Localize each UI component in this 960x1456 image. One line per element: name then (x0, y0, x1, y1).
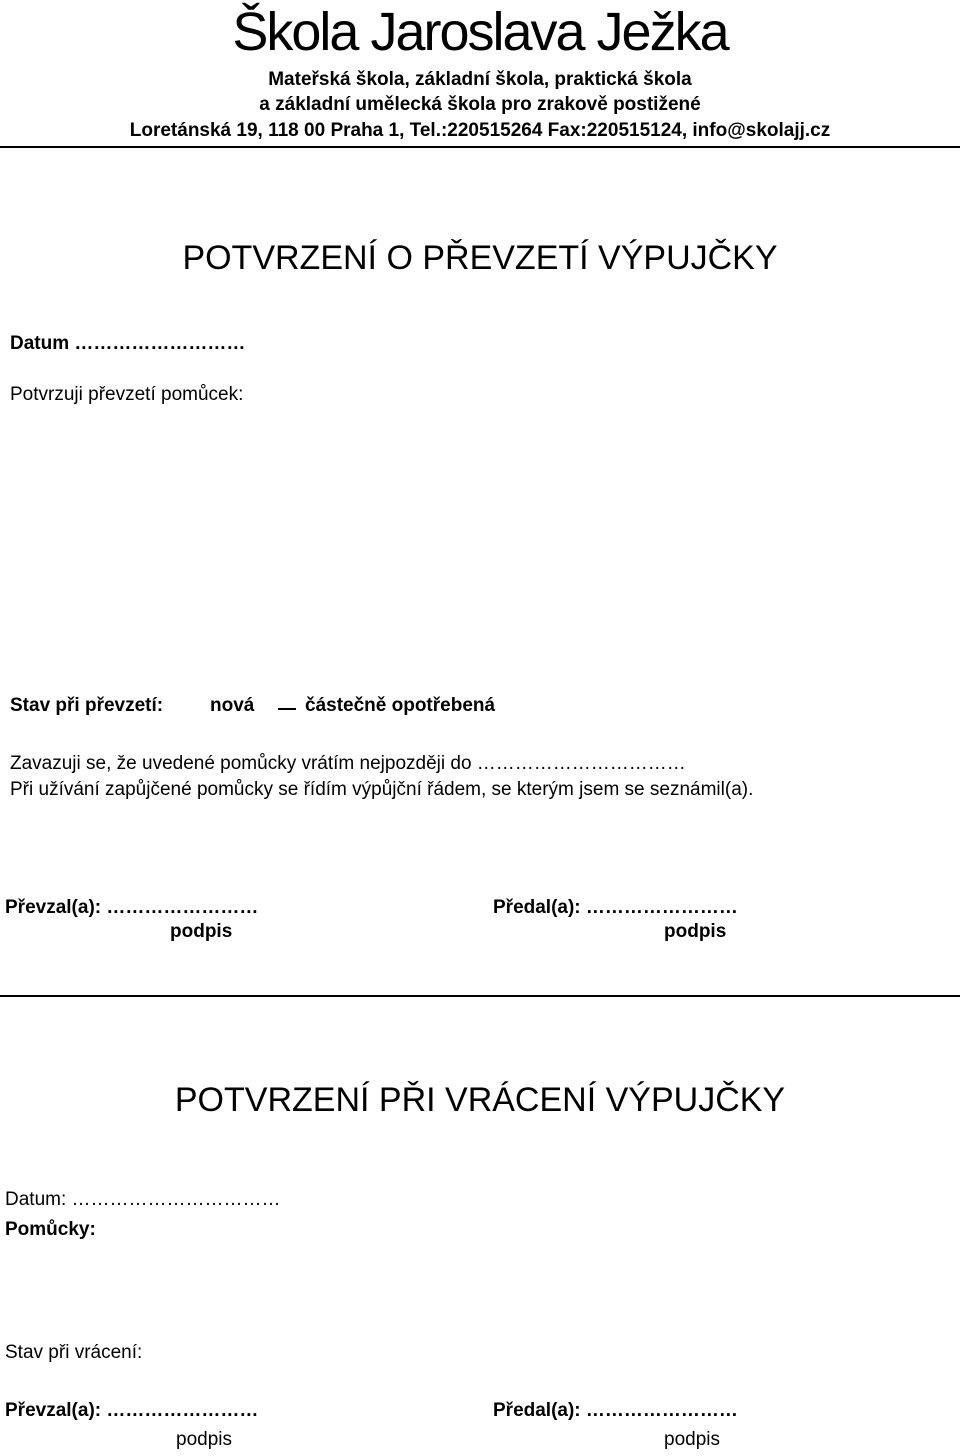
loan-heading: POTVRZENÍ O PŘEVZETÍ VÝPUJČKY (182, 239, 778, 277)
return-heading: POTVRZENÍ PŘI VRÁCENÍ VÝPUJČKY (174, 1081, 786, 1119)
return-state-label: Stav při vrácení: (5, 1342, 143, 1363)
school-name: Škola Jaroslava Ježka (232, 2, 728, 62)
header-divider (0, 146, 960, 148)
loan-state-used: částečně opotřebená (305, 695, 496, 716)
loan-promise: Zavazuji se, že uvedené pomůcky vrátím nejpozději do …………………………… (10, 753, 686, 774)
school-subtitle-1: Mateřská škola, základní škola, praktická škola (268, 69, 692, 90)
return-signature-left: podpis (176, 1429, 232, 1450)
return-received-by: Převzal(a): …………………… (5, 1400, 259, 1421)
return-signature-right: podpis (664, 1429, 720, 1450)
loan-date: Datum ……………………… (10, 333, 246, 354)
school-subtitle-2: a základní umělecká škola pro zrakově postižené (259, 94, 701, 115)
return-items-label: Pomůcky: (5, 1219, 96, 1240)
return-date: Datum: …………………………… (5, 1189, 281, 1210)
return-handed-by: Předal(a): …………………… (493, 1400, 738, 1421)
loan-signature-left: podpis (170, 921, 233, 942)
loan-confirm-text: Potvrzuji převzetí pomůcek: (10, 384, 244, 405)
state-separator (278, 708, 296, 710)
section-divider (0, 995, 960, 997)
loan-rules: Při užívání zapůjčené pomůcky se řídím výpůjční řádem, se kterým jsem se seznámil(a). (10, 779, 754, 800)
loan-state-label: Stav při převzetí: (10, 695, 164, 716)
loan-signature-right: podpis (664, 921, 727, 942)
school-address: Loretánská 19, 118 00 Praha 1, Tel.:220515264 Fax:220515124, info@skolajj.cz (129, 120, 831, 141)
loan-received-by: Převzal(a): …………………… (5, 897, 259, 918)
loan-state-new: nová (210, 695, 255, 716)
loan-handed-by: Předal(a): …………………… (493, 897, 738, 918)
